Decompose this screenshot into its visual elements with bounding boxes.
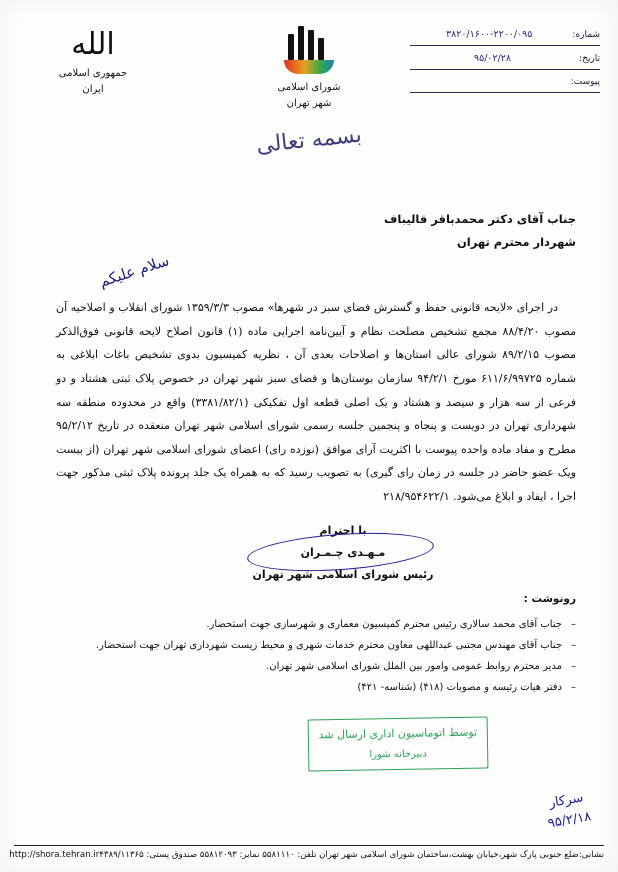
reference-label-date: تاریخ: bbox=[579, 54, 600, 65]
bottom-handwritten-line2: ۹۵/۲/۱۸ bbox=[547, 808, 593, 832]
footer-url[interactable]: http://shora.tehran.ir bbox=[9, 850, 100, 860]
signature-title: رئیس شورای اسلامی شهر تهران bbox=[252, 568, 434, 581]
cc-item: – مدیر محترم روابط عمومی وامور بین الملل شورای اسلامی شهر تهران. bbox=[146, 656, 576, 677]
reference-value-date: ۹۵/۰۲/۲۸ bbox=[474, 53, 512, 65]
reference-row-number bbox=[410, 26, 600, 46]
automation-stamp-line2: دبیرخانه شورا bbox=[369, 748, 428, 761]
reference-label-attachment: پیوست: bbox=[570, 77, 600, 88]
council-logo-caption-line1: شورای اسلامی bbox=[277, 82, 341, 93]
addressee-name: جناب آقای دکتر محمدباقر قالیباف bbox=[384, 212, 576, 226]
cc-title: رونوشت : bbox=[523, 593, 576, 605]
reference-value-number: ۳۸۲۰/۱۶۰۰-۲۲۰۰/۰۹۵ bbox=[446, 29, 533, 40]
bottom-handwritten-line1: سرکار bbox=[548, 790, 585, 812]
automation-stamp bbox=[308, 716, 489, 771]
iran-emblem-icon: الله bbox=[71, 27, 115, 62]
letter-reference-block bbox=[410, 26, 600, 97]
addressee-block bbox=[256, 208, 576, 254]
emblem-text-line1: جمهوری اسلامی bbox=[58, 68, 128, 79]
reference-row-attachment bbox=[410, 74, 600, 93]
emblem-text-line2: ایران bbox=[82, 84, 104, 95]
automation-stamp-line1: توسط اتوماسیون اداری ارسال شد bbox=[318, 725, 478, 742]
cc-list bbox=[95, 588, 576, 698]
national-emblem bbox=[28, 27, 158, 98]
signature-name: مـهـدی چـمـران bbox=[300, 546, 386, 559]
council-logo bbox=[234, 18, 384, 112]
page-footer bbox=[0, 845, 618, 860]
council-logo-caption-line2: شهر تهران bbox=[286, 98, 332, 109]
salutation-handwritten: سلام علیکم bbox=[96, 251, 172, 291]
letter-body bbox=[56, 296, 576, 511]
bottom-handwritten-note bbox=[543, 788, 593, 834]
letter-body-paragraph: در اجرای «لایحه قانونی حفظ و گسترش فضای سبز در شهرها» مصوب ۱۳۵۹/۳/۳ شورای انقلاب و اصلاحیه آن مصوب ۸۸/۴/۲۰ مجمع تشخیص مصلحت نظام و آیین‌نامه اجرایی ماده (۱) قانون اصلاح لایحه قانونی فوق‌الذکر مصوب ۸۹/۲/۱۵ شورای عالی استان‌ها و اصلاحات بعدی آن ، نظریه کمیسیون بدوی تشخیص باغات ابلاغی به شماره ۶۱۱/۶/۹۹۷۲۵ مورخ ۹۴/۲/۱ سازمان بوستان‌ها و فضای سبز شهر تهران در خصوص پلاک ثبتی هشتاد و دو فرعی از سه هزار و سیصد و هشتاد و یک اصلی قطعه اول تفکیکی (۳۳۸۱/۸۲/۱) واقع در محدوده منطقه سه شهرداری تهران در دویست و پنجاه و پنجمین جلسه رسمی شورای اسلامی شهر تهران منعقده در تاریخ ۹۵/۲/۱۲ مطرح و مفاد ماده واحده پیوست با اکثریت آرای موافق (نوزده رای) اعضای شورای اسلامی شهر تهران (از بیست ویک عضو حاضر در جلسه در زمان رای گیری) به تصویب رسید که به همراه یک جلد پرونده پلاک ثبتی مذکور جهت اجرا ، ایفاد و ابلاغ می‌شود. ۲۱۸/۹۵۴۶۲۲/۱ bbox=[56, 301, 577, 504]
cc-item: – دفتر هیات رئیسه و مصوبات (۴۱۸) (شناسه- ۴۲۱) bbox=[146, 677, 576, 698]
signature-regards: با احترام bbox=[319, 524, 367, 537]
cc-item: – جناب آقای محمد سالاری رئیس محترم کمیسیون معماری و شهرسازی جهت استحضار. bbox=[146, 614, 576, 635]
reference-label-number: شماره: bbox=[572, 30, 600, 40]
addressee-title: شهردار محترم تهران bbox=[456, 235, 576, 249]
council-logo-icon bbox=[280, 18, 338, 76]
footer-address: نشانی:ضلع جنوبی پارک شهر،خیابان بهشت،ساختمان شورای اسلامی شهر تهران تلفن: ۵۵۸۱۱۱۰ نمابر: ۵۵۸۱۲۰۹۳ صندوق پستی: ۴۳۸۹/۱۱۳۶۵ bbox=[99, 850, 604, 860]
signature-block bbox=[218, 520, 468, 586]
cc-item: – جناب آقای مهندس مجتبی عبداللهی معاون محترم خدمات شهری و محیط زیست شهرداری تهران جهت استحضار. bbox=[146, 635, 576, 656]
reference-row-date bbox=[410, 50, 600, 70]
bismillah-heading: بسمه تعالی bbox=[255, 122, 363, 159]
